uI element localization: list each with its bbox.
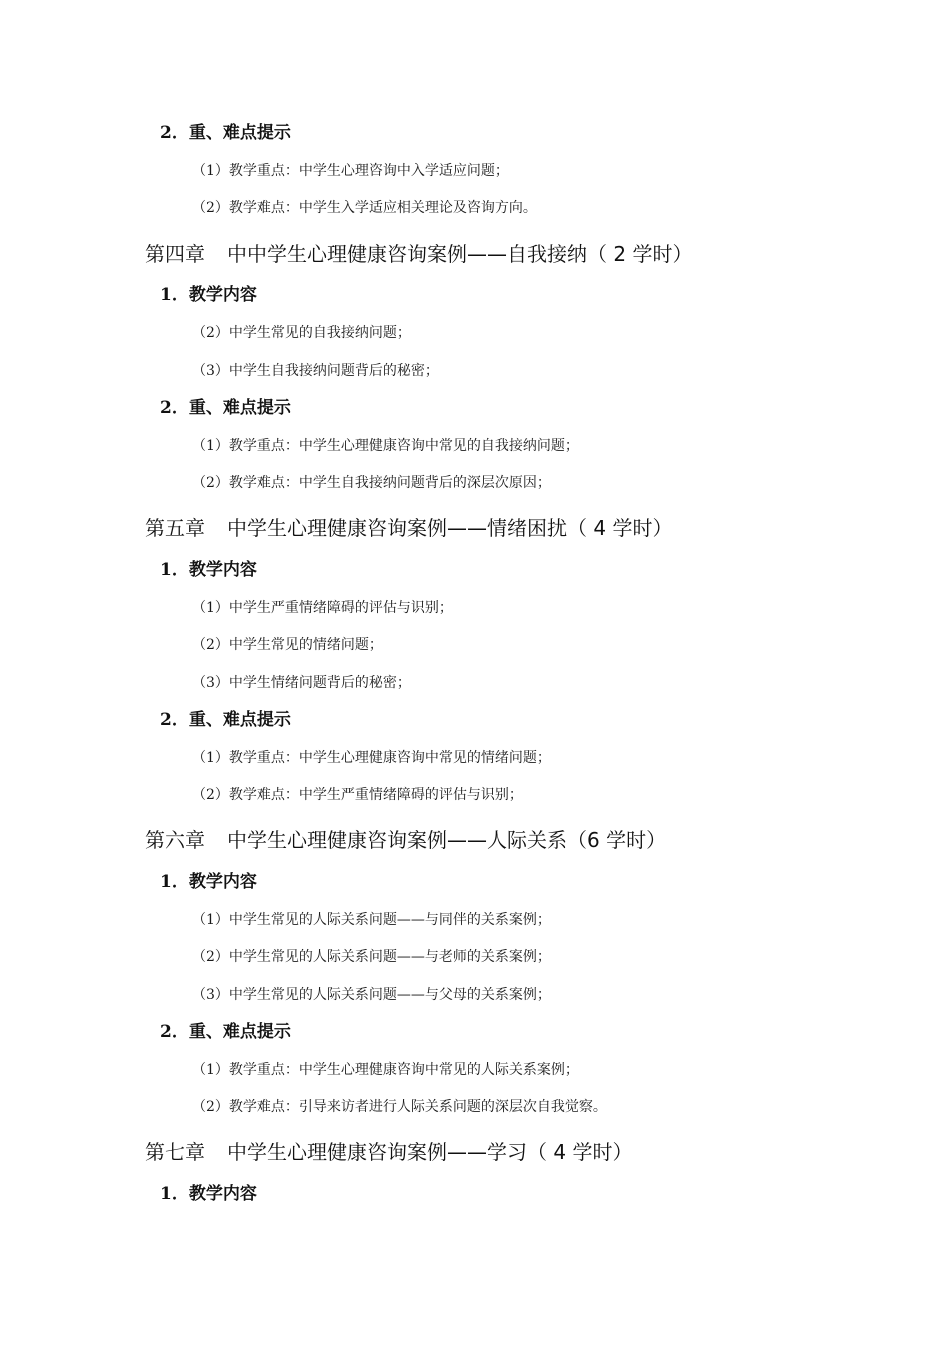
list-item: （1）中学生常见的人际关系问题——与同伴的关系案例； [192,912,551,928]
chapter-heading-5 [145,518,672,538]
list-item: （2）中学生常见的自我接纳问题； [192,325,411,341]
chapter-number: 第六章 [145,828,205,852]
list-item: （1）教学重点：中学生心理咨询中入学适应问题； [192,163,509,179]
list-item: （3）中学生常见的人际关系问题——与父母的关系案例； [192,987,551,1003]
section-heading-key-points: 2．重、难点提示 [160,710,291,730]
list-item: （2）教学难点：中学生自我接纳问题背后的深层次原因； [192,475,551,491]
chapter-title: 中学生心理健康咨询案例——情绪困扰（ 4 学时） [227,516,673,540]
chapter-number: 第七章 [145,1140,205,1164]
section-heading-key-points: 2．重、难点提示 [160,398,291,418]
section-heading-key-points: 2．重、难点提示 [160,1022,291,1042]
list-item: （1）中学生严重情绪障碍的评估与识别； [192,600,453,616]
section-heading-key-points: 2．重、难点提示 [160,123,291,143]
section-heading-content: 1．教学内容 [160,285,257,305]
list-item: （1）教学重点：中学生心理健康咨询中常见的情绪问题； [192,750,551,766]
list-item: （2）教学难点：引导来访者进行人际关系问题的深层次自我觉察。 [192,1099,607,1115]
list-item: （2）教学难点：中学生严重情绪障碍的评估与识别； [192,787,523,803]
chapter-heading-6 [145,830,666,850]
list-item: （3）中学生情绪问题背后的秘密； [192,675,411,691]
section-heading-content: 1．教学内容 [160,872,257,892]
list-item: （1）教学重点：中学生心理健康咨询中常见的人际关系案例； [192,1062,579,1078]
chapter-title: 中中学生心理健康咨询案例——自我接纳（ 2 学时） [227,242,693,266]
list-item: （2）中学生常见的情绪问题； [192,637,383,653]
chapter-number: 第五章 [145,516,205,540]
chapter-heading-7 [145,1142,632,1162]
chapter-title: 中学生心理健康咨询案例——人际关系（6 学时） [227,828,667,852]
section-heading-content: 1．教学内容 [160,1184,257,1204]
list-item: （3）中学生自我接纳问题背后的秘密； [192,363,439,379]
list-item: （1）教学重点：中学生心理健康咨询中常见的自我接纳问题； [192,438,579,454]
chapter-number: 第四章 [145,242,205,266]
chapter-title: 中学生心理健康咨询案例——学习（ 4 学时） [227,1140,633,1164]
chapter-heading-4 [145,244,692,264]
list-item: （2）中学生常见的人际关系问题——与老师的关系案例； [192,949,551,965]
section-heading-content: 1．教学内容 [160,560,257,580]
list-item: （2）教学难点：中学生入学适应相关理论及咨询方向。 [192,200,537,216]
